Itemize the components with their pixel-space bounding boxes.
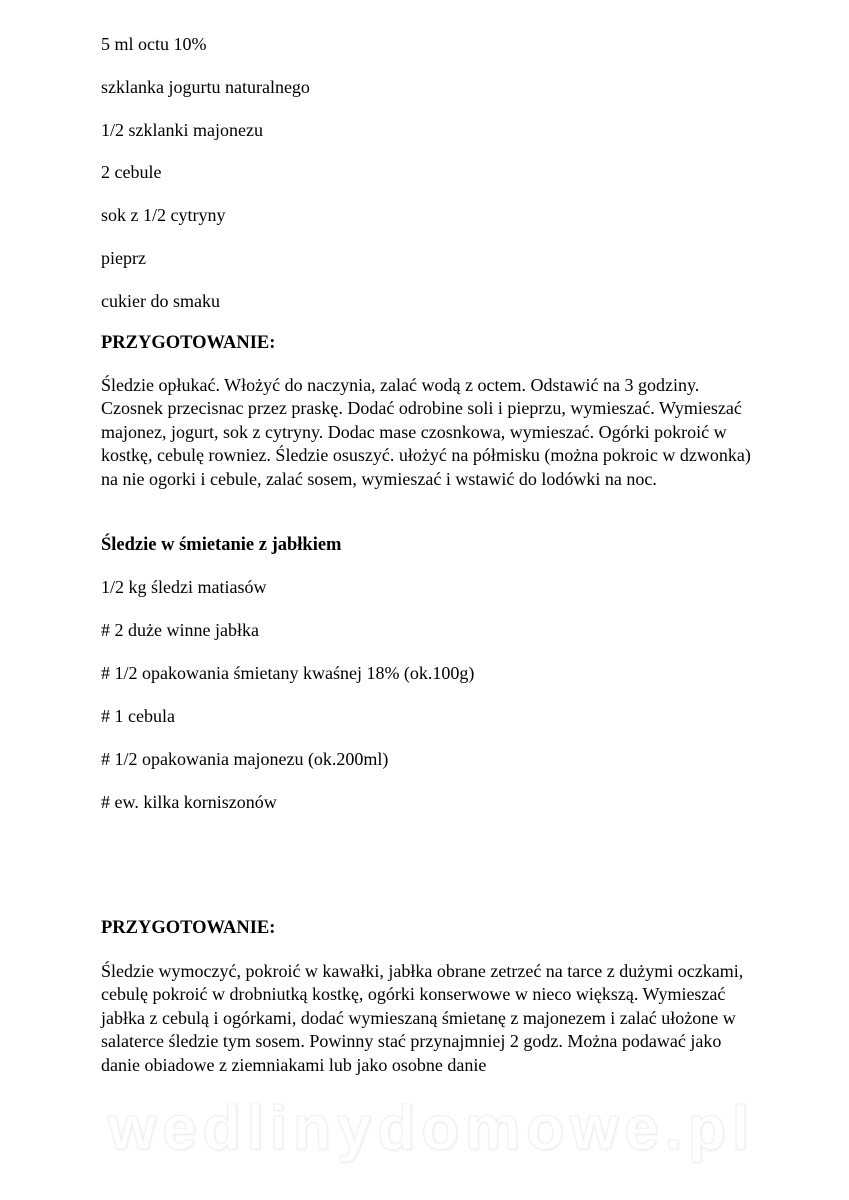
recipe-title: Śledzie w śmietanie z jabłkiem	[101, 535, 342, 555]
preparation-heading: PRZYGOTOWANIE:	[101, 333, 276, 353]
preparation-text: Śledzie wymoczyć, pokroić w kawałki, jabłka obrane zetrzeć na tarce z dużymi oczkami, cebulę pokroić w drobniutką kostkę, ogórki konserwowe w nieco większą. Wymieszać jabłka z cebulą i ogórkami, dodać wymieszaną śmietanę z majonezem i zalać ułożone w salaterce śledzie tym sosem. Powinny stać przynajmniej 2 godz. Można podawać jako danie obiadowe z ziemniakami lub jako osobne danie	[101, 961, 744, 1075]
ingredient-line: 2 cebule	[101, 162, 162, 182]
preparation-text: Śledzie opłukać. Włożyć do naczynia, zalać wodą z octem. Odstawić na 3 godziny. Czosnek przecisnac przez praskę. Dodać odrobine soli i pieprzu, wymieszać. Wymieszać majonez, jogurt, sok z cytryny. Dodac mase czosnkowa, wymieszać. Ogórki pokroić w kostkę, cebulę rowniez. Śledzie osuszyć. ułożyć na półmisku (można pokroic w dzwonka) na nie ogorki i cebule, zalać sosem, wymieszać i wstawić do lodówki na noc.	[101, 375, 751, 489]
ingredient-line: cukier do smaku	[101, 291, 220, 311]
watermark: wedlinydomowe.pl	[108, 1094, 756, 1163]
ingredient-line: # 1/2 opakowania śmietany kwaśnej 18% (ok.100g)	[101, 663, 475, 683]
ingredient-line: # ew. kilka korniszonów	[101, 792, 277, 812]
ingredient-line: # 1 cebula	[101, 706, 175, 726]
ingredient-line: szklanka jogurtu naturalnego	[101, 77, 310, 97]
ingredient-line: 1/2 szklanki majonezu	[101, 120, 263, 140]
ingredient-line: 5 ml octu 10%	[101, 34, 207, 54]
ingredient-line: # 1/2 opakowania majonezu (ok.200ml)	[101, 749, 389, 769]
ingredient-line: 1/2 kg śledzi matiasów	[101, 577, 267, 597]
ingredient-line: sok z 1/2 cytryny	[101, 205, 226, 225]
ingredient-line: # 2 duże winne jabłka	[101, 620, 259, 640]
preparation-heading: PRZYGOTOWANIE:	[101, 918, 276, 938]
ingredient-line: pieprz	[101, 248, 146, 268]
